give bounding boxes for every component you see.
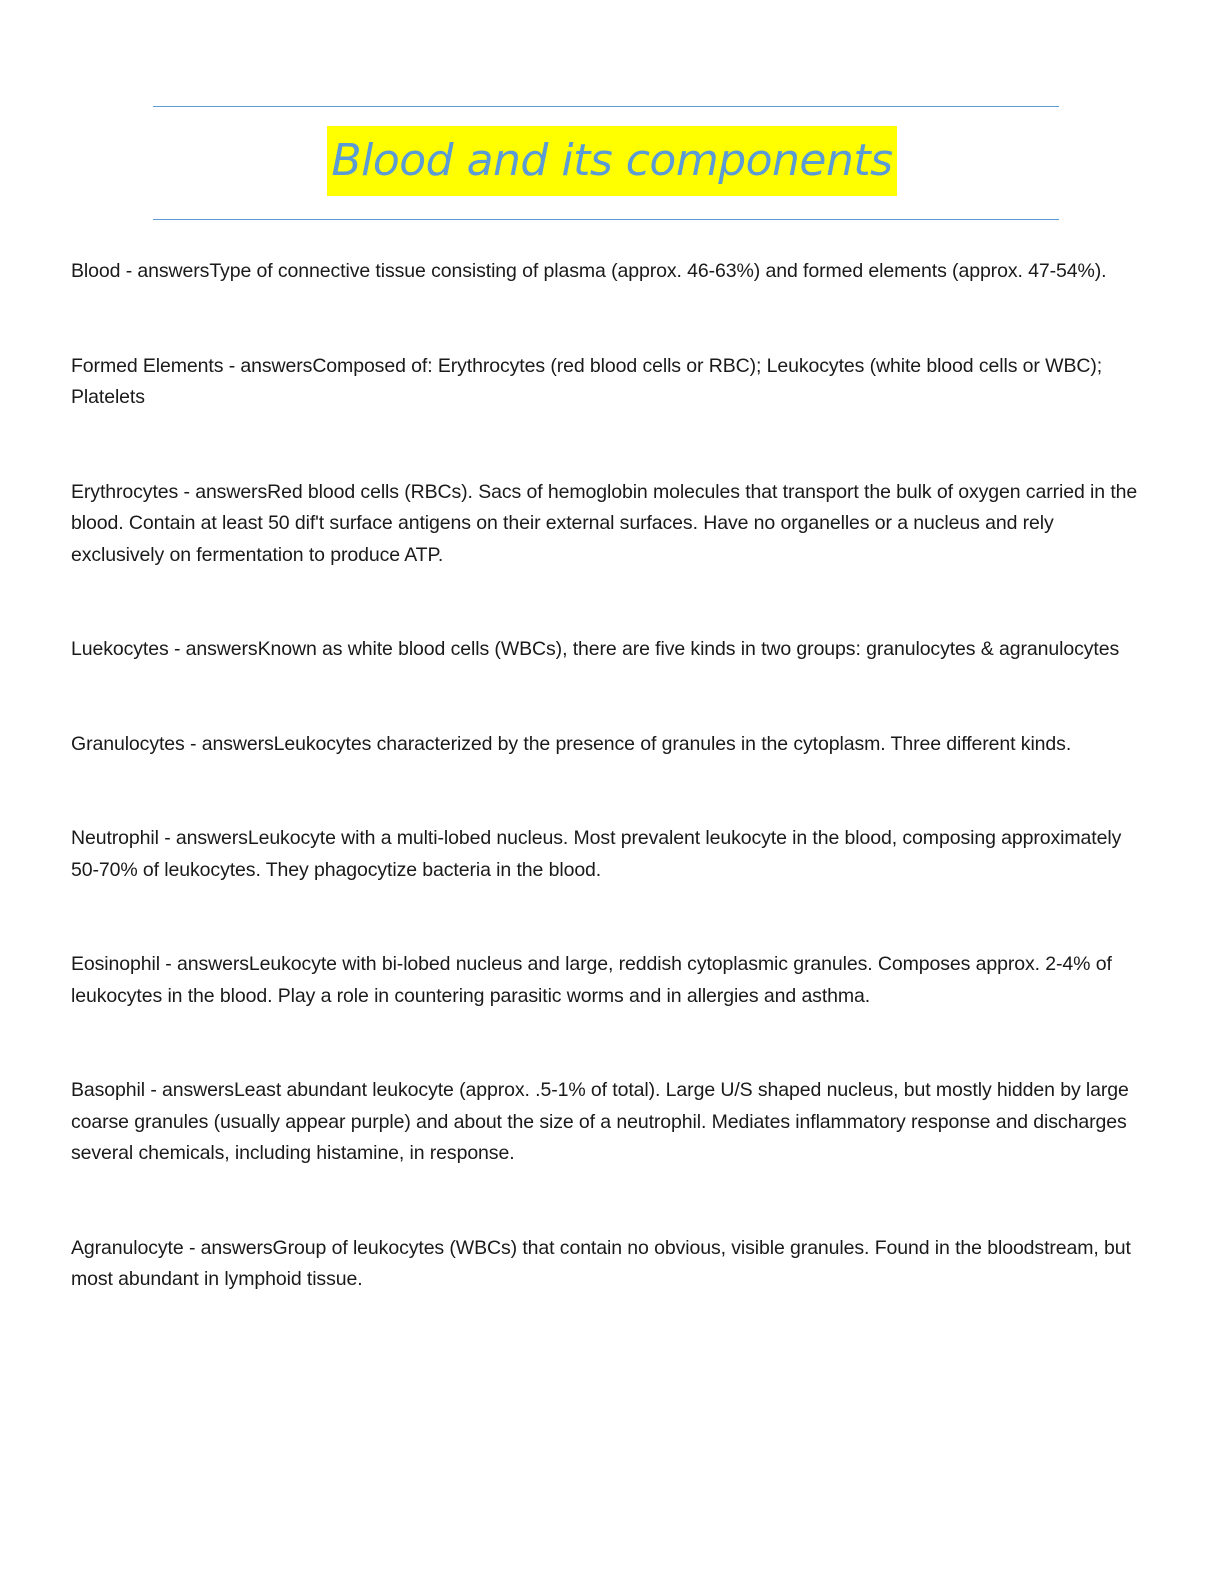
title-bottom-rule — [153, 219, 1059, 220]
entry-eosinophil: Eosinophil - answersLeukocyte with bi-lobed nucleus and large, reddish cytoplasmic granules. Composes approx. 2-4% of leukocytes in the blood. Play a role in countering parasitic worms and in allergies and asthma. — [71, 953, 1112, 1007]
flashcard-list — [71, 256, 1146, 1296]
entry-formed-elements: Formed Elements - answersComposed of: Erythrocytes (red blood cells or RBC); Leukocytes (white blood cells or WBC); Platelets — [71, 354, 1103, 408]
title-block — [0, 126, 1224, 196]
entry-granulocytes: Granulocytes - answersLeukocytes characterized by the presence of granules in the cytoplasm. Three different kinds. — [71, 732, 1072, 755]
entry-neutrophil: Neutrophil - answersLeukocyte with a multi-lobed nucleus. Most prevalent leukocyte in the blood, composing approximately 50-70% of leukocytes. They phagocytize bacteria in the blood. — [71, 827, 1122, 881]
title-top-rule — [153, 106, 1059, 107]
page-title: Blood and its components — [327, 126, 896, 196]
entry-luekocytes: Luekocytes - answersKnown as white blood cells (WBCs), there are five kinds in two groups: granulocytes & agranulocytes — [71, 638, 1120, 660]
entry-basophil: Basophil - answersLeast abundant leukocyte (approx. .5-1% of total). Large U/S shaped nucleus, but mostly hidden by large coarse granules (usually appear purple) and about the size of a neutrophil. Mediates inflammatory response and discharges several chemicals, including histamine, in response. — [71, 1079, 1129, 1164]
entry-blood: Blood - answersType of connective tissue consisting of plasma (approx. 46-63%) and formed elements (approx. 47-54%). — [71, 260, 1107, 282]
entry-agranulocyte: Agranulocyte - answersGroup of leukocytes (WBCs) that contain no obvious, visible granules. Found in the bloodstream, but most abundant in lymphoid tissue. — [71, 1236, 1131, 1290]
entry-erythrocytes: Erythrocytes - answersRed blood cells (RBCs). Sacs of hemoglobin molecules that transport the bulk of oxygen carried in the blood. Contain at least 50 dif't surface antigens on their external surfaces. Have no organelles or a nucleus and rely exclusively on fermentation to produce ATP. — [71, 480, 1138, 566]
